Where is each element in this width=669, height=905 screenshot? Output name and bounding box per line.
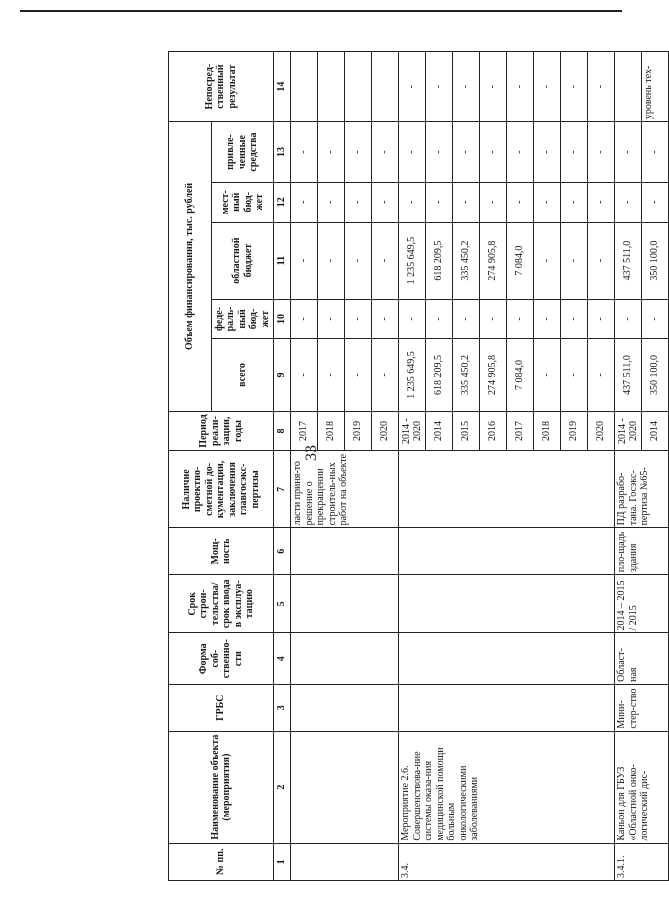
cell-grbs: Мини-стер-ство (615, 684, 669, 731)
page-number: 33 (303, 445, 320, 461)
cell-local: - (399, 182, 426, 222)
cell-regional: 350 100,0 (642, 222, 669, 299)
cell-attracted: - (642, 122, 669, 183)
cell-result: - (399, 52, 426, 122)
cell-local: - (642, 182, 669, 222)
cell-year: 2017 (291, 411, 318, 451)
header-grbs: ГРБС (169, 684, 274, 731)
cell-attracted: - (453, 122, 480, 183)
cell-federal: - (642, 299, 669, 339)
cell-federal: - (318, 299, 345, 339)
header-psd: Наличие проектно-сметной до-кументации, заключения главгосэкс-пертизы (169, 451, 274, 528)
cell-federal: - (588, 299, 615, 339)
cell-attracted: - (534, 122, 561, 183)
column-number: 13 (274, 122, 291, 183)
cell-psd (399, 451, 615, 528)
cell-local: - (588, 182, 615, 222)
cell-result: - (588, 52, 615, 122)
financing-table (168, 51, 669, 881)
column-number: 11 (274, 222, 291, 299)
cell-regional: 1 235 649,5 (399, 222, 426, 299)
cell-year: 2014 (642, 411, 669, 451)
header-num: № пп. (169, 843, 274, 880)
cell-regional: 618 209,5 (426, 222, 453, 299)
cell-capacity (291, 528, 399, 575)
header-result: Непосред-ственный результат (169, 52, 274, 122)
cell-local: - (534, 182, 561, 222)
header-federal: феде-раль-ный бюд-жет (212, 299, 274, 339)
cell-total: 7 084,0 (507, 339, 534, 411)
cell-result: - (453, 52, 480, 122)
cell-year: 2018 (318, 411, 345, 451)
cell-result: - (534, 52, 561, 122)
cell-total: - (372, 339, 399, 411)
cell-ownership (291, 633, 399, 684)
table-row (399, 52, 426, 881)
cell-term (399, 575, 615, 633)
header-name: Наименование объекта (мероприятия) (169, 731, 274, 843)
cell-attracted: - (426, 122, 453, 183)
cell-year: 2020 (372, 411, 399, 451)
cell-regional: - (372, 222, 399, 299)
cell-year: 2018 (534, 411, 561, 451)
header-attracted: привле-ченные средства (212, 122, 274, 183)
top-rule (20, 10, 622, 12)
cell-result: - (561, 52, 588, 122)
cell-federal: - (345, 299, 372, 339)
cell-local: - (345, 182, 372, 222)
cell-attracted: - (561, 122, 588, 183)
cell-attracted: - (372, 122, 399, 183)
cell-total: - (588, 339, 615, 411)
header-row-1 (169, 52, 212, 881)
cell-name: Каньон для ГБУЗ «Областной онко-логический дис- (615, 731, 669, 843)
cell-total: - (318, 339, 345, 411)
cell-regional: - (534, 222, 561, 299)
cell-result: уровень тех- (642, 52, 669, 122)
cell-ownership (399, 633, 615, 684)
cell-total: 335 450,2 (453, 339, 480, 411)
header-period: Период реали-зации, годы (169, 411, 274, 451)
cell-local: - (318, 182, 345, 222)
column-number: 8 (274, 411, 291, 451)
cell-regional: 7 084,0 (507, 222, 534, 299)
column-number: 1 (274, 843, 291, 880)
cell-num: 3.4. (399, 843, 615, 880)
cell-ownership: Област-ная (615, 633, 669, 684)
cell-total: 618 209,5 (426, 339, 453, 411)
header-capacity: Мощ-ность (169, 528, 274, 575)
rotated-table-wrapper (168, 51, 661, 881)
cell-total: 437 511,0 (615, 339, 642, 411)
cell-federal: - (615, 299, 642, 339)
column-number: 4 (274, 633, 291, 684)
cell-federal: - (534, 299, 561, 339)
column-number: 2 (274, 731, 291, 843)
cell-regional: - (291, 222, 318, 299)
cell-federal: - (480, 299, 507, 339)
cell-grbs (291, 684, 399, 731)
cell-year: 2020 (588, 411, 615, 451)
cell-num: 3.4.1. (615, 843, 669, 880)
cell-local: - (372, 182, 399, 222)
cell-year: 2019 (345, 411, 372, 451)
cell-capacity (399, 528, 615, 575)
cell-num (291, 843, 399, 880)
cell-local: - (291, 182, 318, 222)
cell-regional: - (588, 222, 615, 299)
cell-result: - (426, 52, 453, 122)
cell-federal: - (291, 299, 318, 339)
column-number: 5 (274, 575, 291, 633)
cell-psd-note: ласти приня-то решение о прекращении строитель-ных работ на объекте (291, 451, 399, 528)
cell-regional: - (561, 222, 588, 299)
header-ownership: Форма соб-ственно-сти (169, 633, 274, 684)
cell-total: 1 235 649,5 (399, 339, 426, 411)
header-regional: областной бюджет (212, 222, 274, 299)
cell-regional: 335 450,2 (453, 222, 480, 299)
cell-regional: - (318, 222, 345, 299)
cell-result (372, 52, 399, 122)
cell-attracted: - (588, 122, 615, 183)
cell-regional: 274 905,8 (480, 222, 507, 299)
cell-total: - (291, 339, 318, 411)
column-number: 10 (274, 299, 291, 339)
cell-total: - (561, 339, 588, 411)
cell-year: 2017 (507, 411, 534, 451)
cell-attracted: - (345, 122, 372, 183)
table-row (291, 52, 318, 881)
cell-year: 2016 (480, 411, 507, 451)
cell-year: 2014 - 2020 (399, 411, 426, 451)
cell-local: - (453, 182, 480, 222)
cell-capacity: пло-щадь здания (615, 528, 669, 575)
header-financing: Объем финансирования, тыс. рублей (169, 122, 212, 412)
cell-attracted: - (480, 122, 507, 183)
cell-year: 2015 (453, 411, 480, 451)
header-total: всего (212, 339, 274, 411)
cell-year: 2014 - 2020 (615, 411, 642, 451)
cell-federal: - (399, 299, 426, 339)
cell-name (291, 731, 399, 843)
cell-federal: - (426, 299, 453, 339)
cell-local: - (480, 182, 507, 222)
cell-regional: - (345, 222, 372, 299)
column-number: 9 (274, 339, 291, 411)
cell-attracted: - (399, 122, 426, 183)
table-row (615, 52, 642, 881)
cell-attracted: - (318, 122, 345, 183)
cell-attracted: - (291, 122, 318, 183)
cell-federal: - (453, 299, 480, 339)
cell-year: 2014 (426, 411, 453, 451)
cell-federal: - (507, 299, 534, 339)
cell-federal: - (372, 299, 399, 339)
cell-year: 2019 (561, 411, 588, 451)
cell-result (615, 52, 642, 122)
cell-total: 350 100,0 (642, 339, 669, 411)
header-term: Срок строи-тельства/срок ввода в эксплуа-тацию (169, 575, 274, 633)
cell-local: - (507, 182, 534, 222)
cell-attracted: - (615, 122, 642, 183)
cell-local: - (426, 182, 453, 222)
column-number: 14 (274, 52, 291, 122)
cell-grbs (399, 684, 615, 731)
header-local: мест-ный бюд-жет (212, 182, 274, 222)
cell-result (318, 52, 345, 122)
cell-total: 274 905,8 (480, 339, 507, 411)
cell-result: - (480, 52, 507, 122)
cell-result (345, 52, 372, 122)
column-number: 7 (274, 451, 291, 528)
column-number: 3 (274, 684, 291, 731)
cell-term (291, 575, 399, 633)
cell-name: Мероприятие 2.6. Совершенствова-ние системы оказа-ния медицинской помощи больным онкологическими заболеваниями (399, 731, 615, 843)
cell-attracted: - (507, 122, 534, 183)
cell-total: - (345, 339, 372, 411)
cell-total: - (534, 339, 561, 411)
cell-regional: 437 511,0 (615, 222, 642, 299)
column-number-row (274, 52, 291, 881)
column-number: 6 (274, 528, 291, 575)
cell-result (291, 52, 318, 122)
column-number: 12 (274, 182, 291, 222)
cell-federal: - (561, 299, 588, 339)
cell-local: - (561, 182, 588, 222)
cell-psd: ПД разрабо-тана. Госэкс-пертиза №65- (615, 451, 669, 528)
cell-term: 2014 – 2015 / 2015 (615, 575, 669, 633)
cell-result: - (507, 52, 534, 122)
cell-local: - (615, 182, 642, 222)
